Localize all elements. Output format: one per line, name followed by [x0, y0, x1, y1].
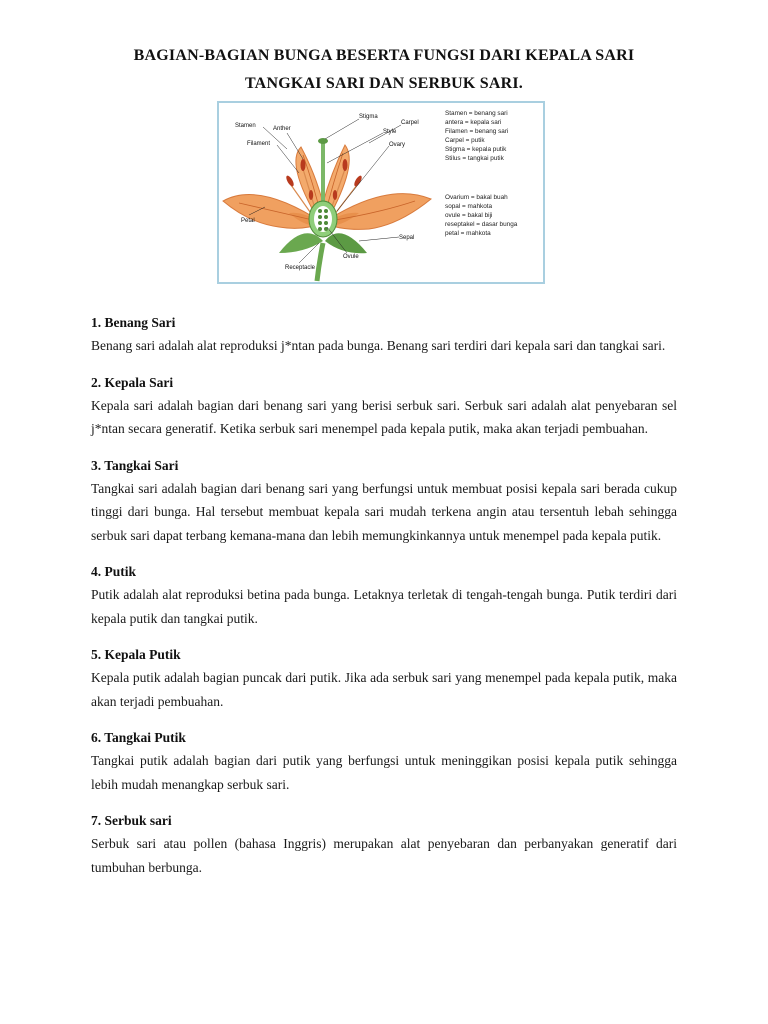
page-title	[80, 42, 688, 98]
legend-item: petal = mahkota	[445, 230, 491, 237]
legend-item: Stamen = benang sari	[445, 110, 508, 117]
section-heading: 6. Tangkai Putik	[91, 730, 186, 745]
legend	[445, 110, 518, 237]
label-petal: Petal	[241, 218, 255, 224]
section-putik	[91, 561, 677, 630]
label-ovule: Ovule	[343, 254, 359, 260]
label-anther: Anther	[273, 126, 291, 132]
legend-item: Carpel = putik	[445, 137, 485, 144]
title-line-1: BAGIAN-BAGIAN BUNGA BESERTA FUNGSI DARI KEPALA SARI	[133, 47, 635, 64]
section-serbuk-sari	[91, 810, 677, 879]
label-ovary: Ovary	[389, 142, 406, 148]
legend-item: Stilus = tangkai putik	[445, 155, 504, 162]
label-stamen: Stamen	[235, 123, 256, 129]
legend-item: reseptakel = dasar bunga	[445, 221, 518, 228]
label-carpel: Carpel	[401, 120, 419, 126]
section-heading: 2. Kepala Sari	[91, 374, 174, 390]
flower-diagram	[217, 101, 545, 284]
section-heading: 4. Putik	[91, 564, 137, 579]
title-line-2: TANGKAI SARI DAN SERBUK SARI.	[245, 75, 523, 92]
section-tangkai-putik	[91, 727, 677, 796]
label-style: Style	[383, 129, 397, 135]
legend-item: Ovarium = bakal buah	[445, 194, 508, 201]
legend-item: ovule = bakal biji	[445, 212, 493, 219]
section-kepala-sari	[91, 372, 677, 441]
legend-item: sopal = mahkota	[445, 203, 493, 210]
section-benang-sari	[91, 312, 677, 358]
label-sepal: Sepal	[399, 235, 415, 241]
legend-item: antera = kepala sari	[445, 119, 502, 126]
legend-item: Filamen = benang sari	[445, 128, 509, 135]
section-text: Benang sari adalah alat reproduksi j*ntan pada bunga. Benang sari terdiri dari kepala sari dan tangkai sari.	[91, 338, 666, 353]
section-text: Kepala putik adalah bagian puncak dari putik. Jika ada serbuk sari yang menempel pada kepala putik, maka akan terjadi pembuahan.	[91, 670, 677, 709]
section-heading: 1. Benang Sari	[91, 315, 176, 330]
section-text: Tangkai putik adalah bagian dari putik yang berfungsi untuk meninggikan posisi kepala putik sehingga lebih mudah menangkap serbuk sari.	[91, 753, 677, 792]
legend-item: Stigma = kepala putik	[445, 146, 507, 153]
section-text: Tangkai sari adalah bagian dari benang sari yang berfungsi untuk membuat posisi kepala sari berada cukup tinggi dari bunga. Hal tersebut membuat kepala sari mudah terkena angin atau tersentuh lebah sehingga serbuk sari dapat terbang kemana-mana dan lebih memungkinkannya untuk menempel pada kepala putik.	[91, 480, 677, 543]
section-kepala-putik	[91, 644, 677, 713]
section-heading: 5. Kepala Putik	[91, 647, 181, 662]
flower-diagram-svg	[219, 103, 543, 282]
content-body	[91, 312, 677, 893]
section-tangkai-sari	[91, 455, 677, 548]
label-stigma: Stigma	[359, 114, 378, 120]
section-text: Putik adalah alat reproduksi betina pada bunga. Letaknya terletak di tengah-tengah bunga. Putik terdiri dari kepala putik dan tangkai putik.	[91, 587, 677, 626]
label-receptacle: Receptacle	[285, 265, 316, 271]
section-heading: 7. Serbuk sari	[91, 813, 172, 828]
section-text: Kepala sari adalah bagian dari benang sari yang berisi serbuk sari. Serbuk sari adalah alat penyebaran sel j*ntan secara generatif. Ketika serbuk sari menempel pada kepala putik, maka akan terjadi pembuahan.	[91, 397, 677, 436]
section-heading: 3. Tangkai Sari	[91, 457, 179, 473]
section-text: Serbuk sari atau pollen (bahasa Inggris) merupakan alat penyebaran dan perbanyakan generatif dari tumbuhan berbunga.	[91, 836, 677, 875]
label-filament: Filament	[247, 141, 271, 147]
